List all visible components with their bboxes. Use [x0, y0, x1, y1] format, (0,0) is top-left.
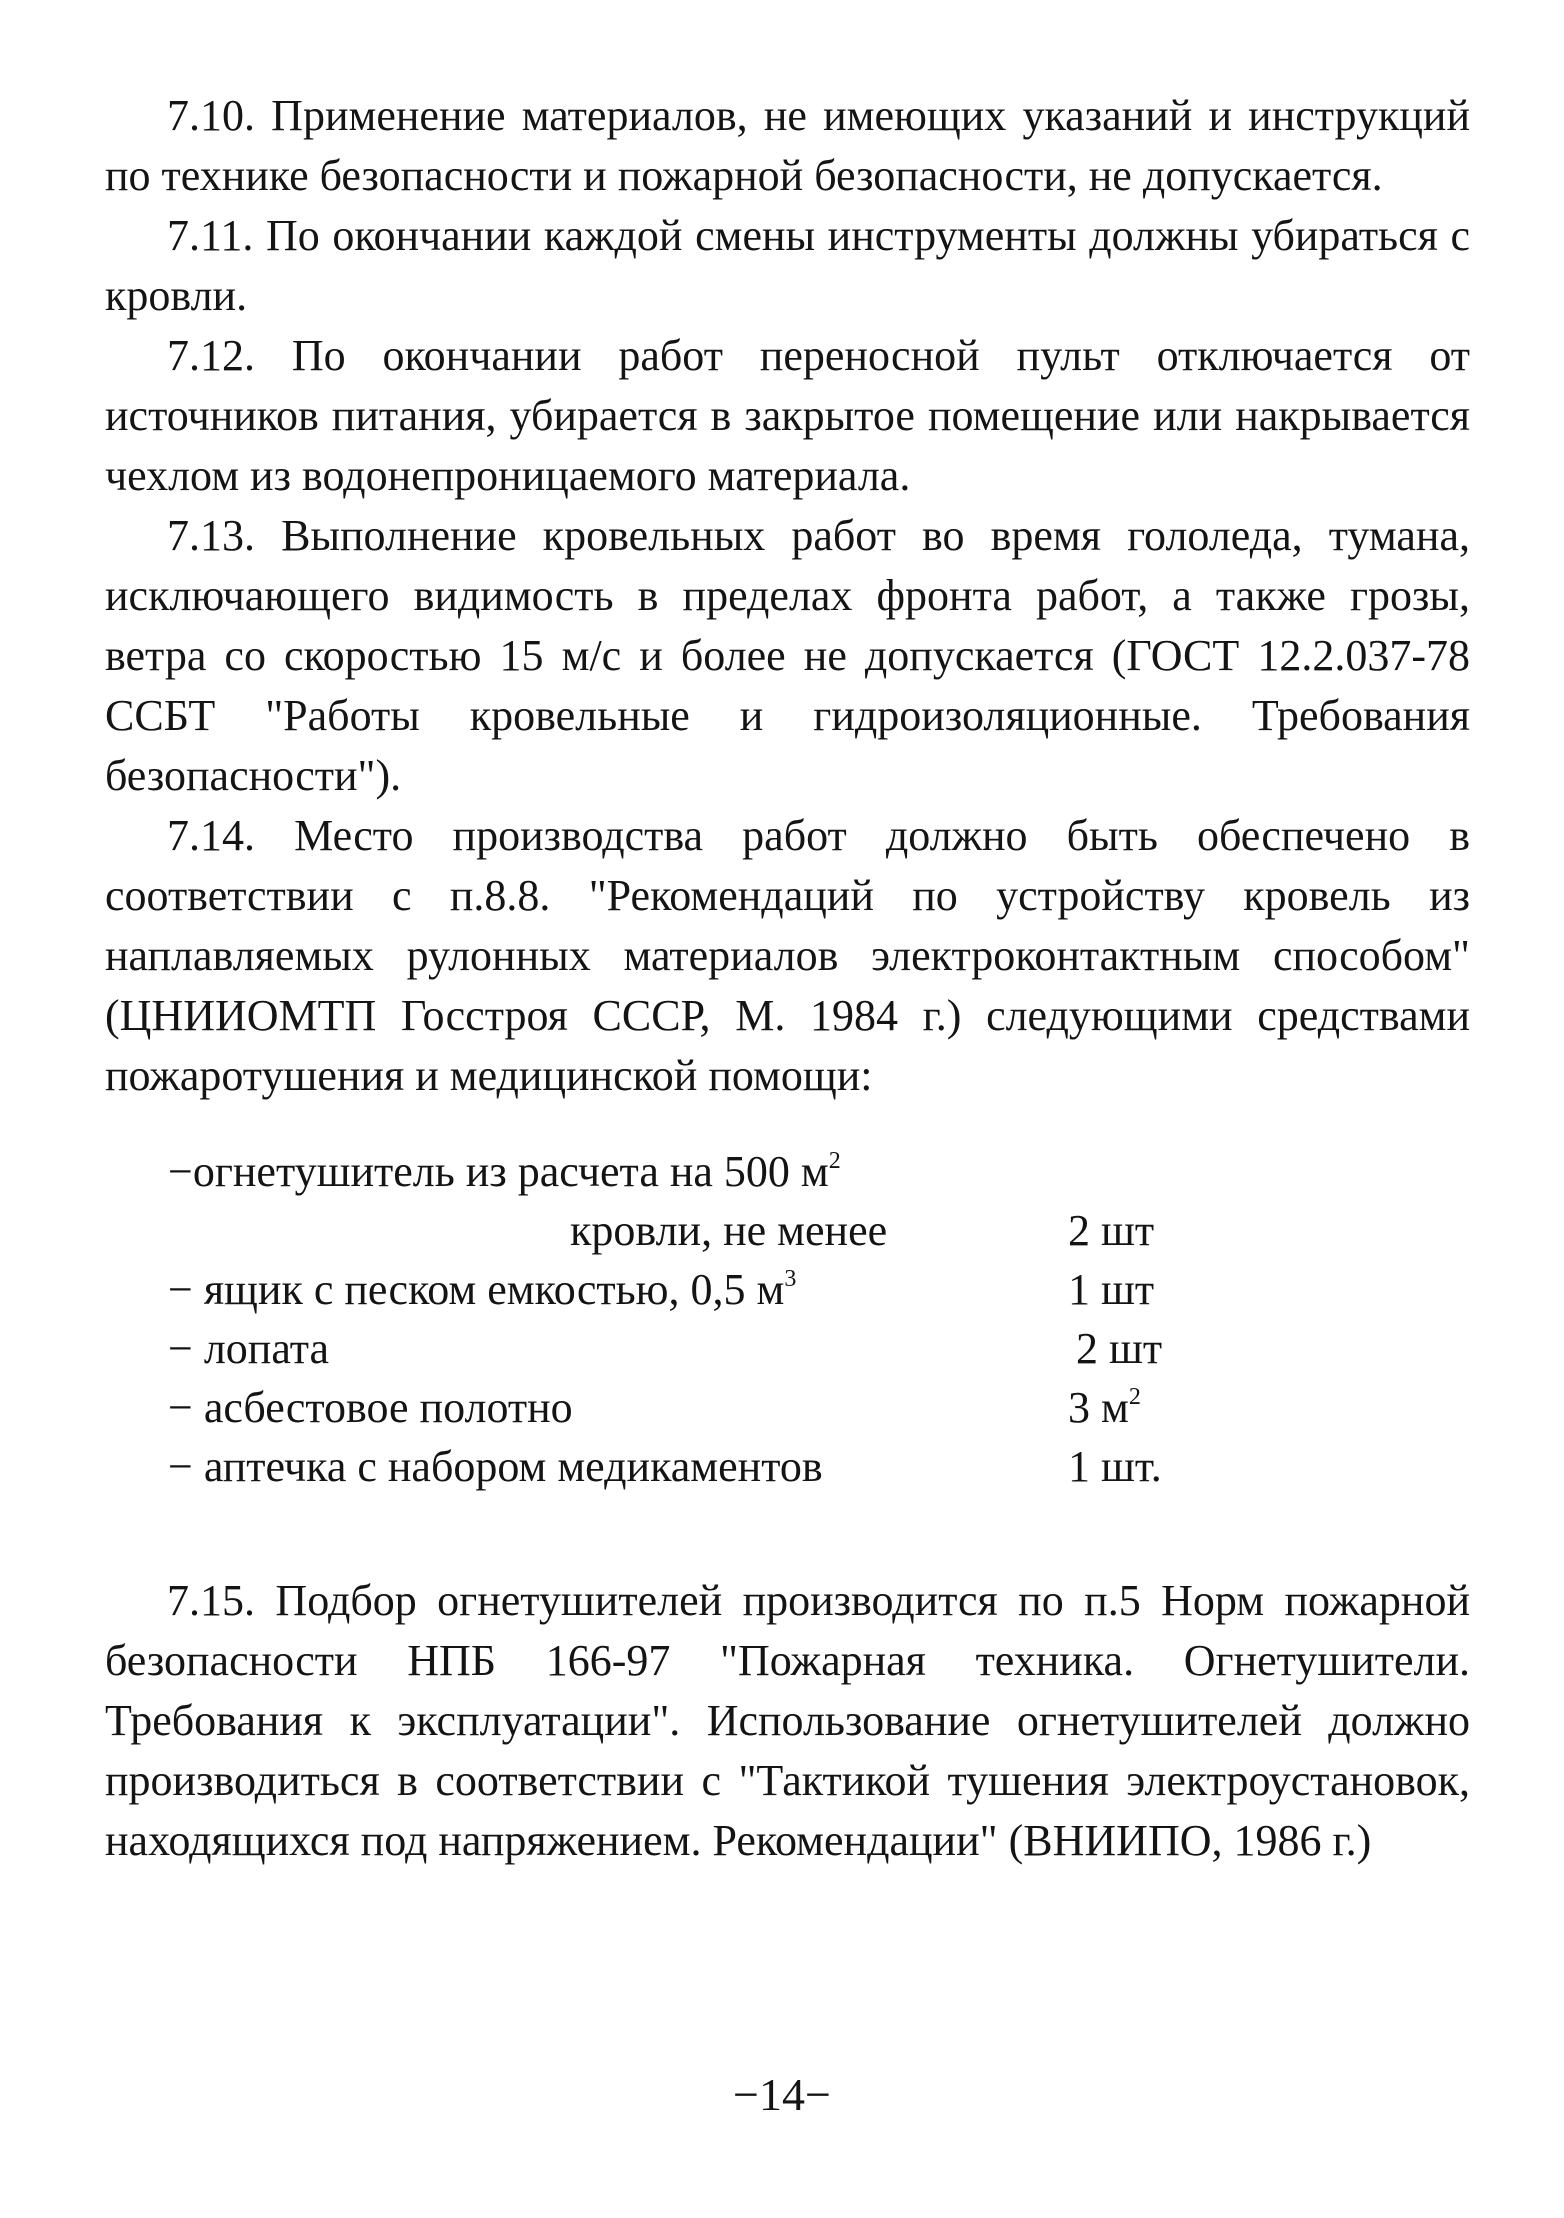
list-item: [168, 1378, 1268, 1437]
paragraph-7-13: 7.13. Выполнение кровельных работ во время гололеда, тумана, исключающего видимость в пределах фронта работ, а также грозы, ветра со скоростью 15 м/с и более не допускается (ГОСТ 12.2.037-78 ССБТ "Работы кровельные и гидроизоляционные. Требования безопасности").: [105, 511, 1470, 800]
paragraph-7-15: 7.15. Подбор огнетушителей производится по п.5 Норм пожарной безопасности НПБ 166-97 "Пожарная техника. Огнетушители. Требования к эксплуатации". Использование огнетушителей должно производиться в соответствии с "Тактикой тушения электроустановок, находящихся под напряжением. Рекомендации" (ВНИИПО, 1986 г.): [105, 1576, 1470, 1865]
list-item: [168, 1142, 1268, 1201]
list-item-quantity: 1 шт: [1068, 1265, 1155, 1314]
paragraph-7-11: 7.11. По окончании каждой смены инструменты должны убираться с кровли.: [105, 211, 1470, 320]
list-item-label: − аптечка с набором медикаментов: [168, 1442, 823, 1491]
paragraph-7-14: 7.14. Место производства работ должно быть обеспечено в соответствии с п.8.8. "Рекомендаций по устройству кровель из наплавляемых рулонных материалов электроконтактным способом" (ЦНИИОМТП Госстроя СССР, М. 1984 г.) следующими средствами пожаротушения и медицинской помощи:: [105, 811, 1470, 1100]
list-item-label: − асбестовое полотно: [168, 1383, 573, 1432]
paragraph-7-10: 7.10. Применение материалов, не имеющих указаний и инструкций по технике безопасности и пожарной безопасности, не допускается.: [105, 91, 1470, 200]
list-item-label: − лопата: [168, 1324, 330, 1373]
page-number: −14−: [733, 2069, 831, 2120]
paragraph-7-12: 7.12. По окончании работ переносной пульт отключается от источников питания, убирается в закрытое помещение или накрывается чехлом из водонепроницаемого материала.: [105, 331, 1470, 500]
list-item: [168, 1319, 1268, 1378]
list-item-quantity: 3 $м^2$: [1068, 1383, 1141, 1432]
list-item: [168, 1201, 1268, 1260]
list-item: [168, 1437, 1268, 1496]
list-item-quantity: 1 шт.: [1068, 1442, 1162, 1491]
equipment-list: [168, 1142, 1268, 1496]
list-item-quantity: 2 шт: [1076, 1324, 1163, 1373]
list-item-sublabel: кровли, не менее: [570, 1206, 888, 1255]
list-item: [168, 1260, 1268, 1319]
list-item-quantity: 2 шт: [1068, 1206, 1155, 1255]
list-item-label: −огнетушитель из расчета на 500 $м^2$: [168, 1147, 841, 1196]
list-item-label: − ящик с песком емкостью, 0,5 $м^3$: [168, 1265, 797, 1314]
